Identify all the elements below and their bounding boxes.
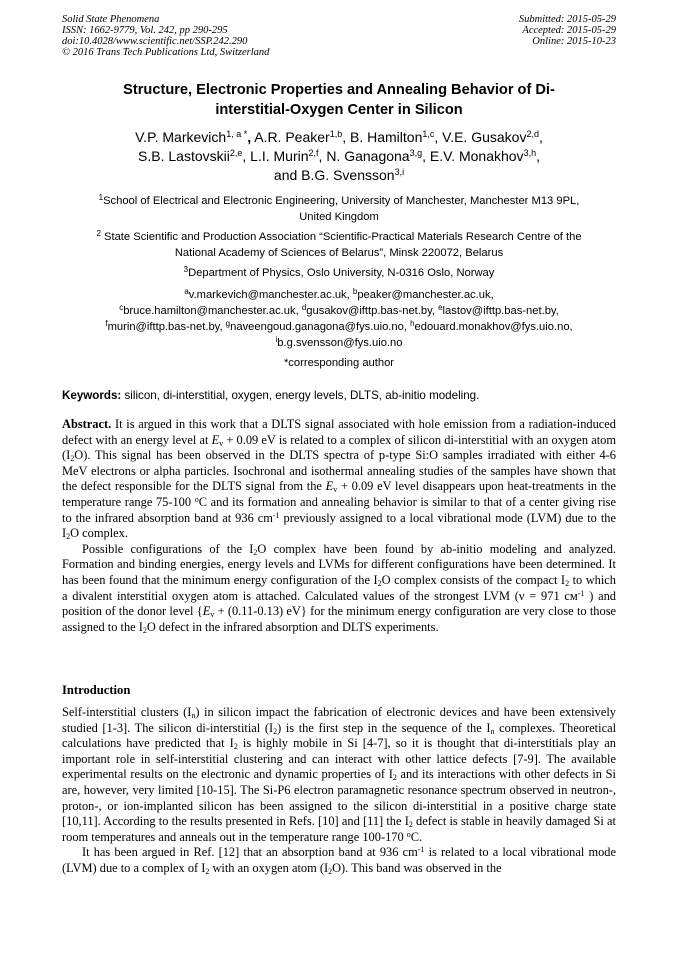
- email-link[interactable]: b.g.svensson@fys.uio.no: [277, 337, 403, 349]
- affiliation-number: 2: [96, 229, 101, 238]
- journal-info: [62, 14, 269, 58]
- author: L.I. Murin: [250, 148, 309, 164]
- text: ) in silicon impact the fabrication of electronic devices and have been extensively studied [1-3]. The silicon di-interstitial (I: [62, 705, 616, 735]
- email-link[interactable]: v.markevich@manchester.ac.uk,: [188, 289, 350, 301]
- affiliation-text: Department of Physics, Oslo University, N-0316 Oslo, Norway: [188, 267, 495, 279]
- keywords-label: Keywords:: [62, 389, 122, 402]
- text: ) and position of the donor level {: [62, 588, 616, 619]
- subscript: 2: [205, 866, 210, 876]
- text: ) is the first step in the sequence of the I: [277, 720, 491, 735]
- subscript: 2: [392, 773, 397, 783]
- paper-title: [62, 80, 616, 120]
- subscript: 2: [328, 866, 333, 876]
- email-link[interactable]: gusakov@ifttp.bas-net.by,: [306, 305, 435, 317]
- keywords: [62, 388, 616, 404]
- subscript: 2: [233, 742, 238, 752]
- author-sup: 1,b: [329, 129, 343, 139]
- email-sup: b: [352, 287, 358, 296]
- author-emails: [62, 287, 616, 371]
- subscript: 2: [565, 578, 570, 588]
- superscript: o: [406, 829, 411, 839]
- affiliation-text: United Kingdom: [299, 211, 379, 223]
- abstract-paragraph-1: [62, 417, 616, 542]
- affiliation-3: [62, 265, 616, 281]
- email-sup: c: [119, 303, 124, 312]
- author: V.E. Gusakov: [442, 129, 527, 145]
- email-link[interactable]: peaker@manchester.ac.uk,: [357, 289, 494, 301]
- issn: ISSN: 1662-9779, Vol. 242, pp 290-295: [62, 25, 228, 36]
- symbol: E: [211, 432, 220, 447]
- author: V.P. Markevich: [135, 129, 227, 145]
- subscript: n: [191, 711, 196, 720]
- title-line-1: Structure, Electronic Properties and Annealing Behavior of Di-: [123, 82, 555, 98]
- subscript: 2: [253, 547, 258, 557]
- text: + (0.11-0.13) eV} for the minimum energy configuration are very close to those assigned to the I: [62, 604, 617, 634]
- introduction-paragraph-1: [62, 705, 616, 845]
- publication-dates: [519, 14, 616, 47]
- text: and its interactions with other defects in Si are, however, very limited [10-15]. The Si-P6 electron paramagnetic resonance spectrum observed in neutron-, proton-, or ion-implanted silicon has been assigned to the silicon di-interstitial in a positive charge state [10,11]. According to the results presented in Refs. [10] and [11] the I: [62, 767, 616, 829]
- email-link[interactable]: lastov@ifttp.bas-net.by,: [442, 305, 559, 317]
- affiliation-text: National Academy of Sciences of Belarus”, Minsk 220072, Belarus: [174, 247, 504, 259]
- author: N. Ganagona: [326, 148, 410, 164]
- abstract-label: Abstract.: [62, 417, 112, 431]
- author-sup: 2,e: [229, 148, 243, 158]
- text: previously assigned to a local vibrational mode (LVM) due to the I: [62, 510, 616, 541]
- corresponding-author-note: *corresponding author: [283, 357, 395, 369]
- subscript: v: [210, 610, 215, 620]
- affiliation-text: State Scientific and Production Association “Scientific-Practical Materials Research Centre of the: [104, 231, 582, 243]
- subscript: 2: [142, 625, 147, 635]
- subscript: n: [490, 726, 495, 736]
- superscript: -1: [272, 510, 280, 520]
- text: O). This band was observed in the: [332, 860, 502, 875]
- email-sup: h: [410, 319, 415, 328]
- subscript: v: [219, 438, 224, 448]
- text: to which a divalent interstitial oxygen atom is attached. Calculated values of the strongest LVM (ν = 971 cм: [62, 572, 616, 603]
- title-line-2: interstitial-Oxygen Center in Silicon: [215, 102, 463, 118]
- author: S.B. Lastovskii: [138, 148, 230, 164]
- text: O defect in the infrared absorption and DLTS experiments.: [146, 619, 439, 634]
- text: O). This signal has been observed in the DLTS spectra of p-type Si:O samples irradiated with either 4-6 MeV electrons or alpha particles. Isochronal and isothermal annealing studies of the samples have shown that the defect responsible for the DLTS signal from the: [62, 448, 616, 494]
- keywords-text: silicon, di-interstitial, oxygen, energy levels, DLTS, ab-initio modeling.: [121, 389, 480, 402]
- text: C.: [410, 829, 423, 844]
- doi: doi:10.4028/www.scientific.net/SSP.242.290: [62, 36, 248, 47]
- text: + 0.09 eV is related to a complex of silicon di-interstitial with an oxygen atom (I: [62, 432, 616, 463]
- affiliation-number: 1: [98, 193, 104, 202]
- subscript: 2: [273, 726, 278, 736]
- email-link[interactable]: murin@ifttp.bas-net.by,: [107, 321, 223, 333]
- submitted-date: Submitted: 2015-05-29: [518, 14, 616, 25]
- email-sup: a: [184, 287, 189, 296]
- copyright: © 2016 Trans Tech Publications Ltd, Switzerland: [62, 47, 270, 58]
- text: It has been argued in Ref. [12] that an absorption band at 936 cm: [82, 845, 418, 860]
- author: B. Hamilton: [350, 129, 423, 145]
- symbol: E: [325, 479, 334, 494]
- abstract: [62, 417, 616, 635]
- text: O complex have been found by ab-initio modeling and analyzed. Formation and binding energies, energy levels and LVMs for different configurations have been determined. It has been found that the minimum energy configuration of the I: [62, 541, 616, 587]
- affiliation-text: School of Electrical and Electronic Engineering, University of Manchester, Manchester M13 9PL,: [103, 195, 580, 207]
- text: It is argued in this work that a DLTS signal associated with hole emission from a radiation-induced defect with an energy level at: [62, 417, 616, 447]
- text: O complex.: [70, 526, 128, 541]
- text: is related to a local vibrational mode (LVM) due to a complex of I: [62, 845, 616, 875]
- text: defect is stable in heavily damaged Si at room temperatures and anneals out in the temperature range 100-170: [62, 814, 616, 844]
- subscript: 2: [66, 532, 71, 542]
- author-sup: 2,f: [308, 148, 319, 158]
- introduction: [62, 705, 616, 877]
- email-sup: f: [105, 319, 108, 328]
- text: is highly mobile in Si [4-7], so it is thought that di-interstitials play an important role in self-interstitial clustering and can interact with other lattice defects [7-9]. The available experimental results on the electronic and dynamic properties of I: [62, 736, 616, 782]
- subscript: v: [333, 485, 338, 495]
- journal-name: Solid State Phenomena: [62, 14, 160, 25]
- abstract-paragraph-2: [62, 542, 616, 636]
- text: Possible configurations of the I: [82, 541, 254, 556]
- text: complexes. Theoretical calculations have predicted that I: [62, 720, 617, 751]
- superscript: -1: [577, 588, 585, 598]
- affiliation-number: 3: [183, 265, 189, 274]
- email-sup: i: [275, 335, 278, 344]
- text: C and its formation and annealing behavior is similar to that of a center giving rise to the infrared absorption band at 936 cm: [62, 494, 616, 525]
- author-sup: 1,c: [422, 129, 435, 139]
- author-sup: 1, a *: [226, 129, 248, 139]
- author: and B.G. Svensson: [273, 167, 395, 183]
- introduction-paragraph-2: [62, 845, 616, 876]
- author: E.V. Monakhov: [429, 148, 524, 164]
- subscript: 2: [70, 454, 75, 464]
- author-sup: 3,i: [394, 167, 405, 177]
- email-link[interactable]: bruce.hamilton@manchester.ac.uk,: [123, 305, 299, 317]
- email-link[interactable]: edouard.monakhov@fys.uio.no,: [414, 321, 573, 333]
- online-date: Online: 2015-10-23: [532, 36, 616, 47]
- email-sup: g: [225, 319, 231, 328]
- author-sup: 3,h: [523, 148, 537, 158]
- symbol: E: [202, 604, 211, 619]
- email-sup: d: [301, 303, 307, 312]
- subscript: 2: [377, 578, 382, 588]
- superscript: o: [194, 494, 199, 504]
- affiliation-1: [62, 193, 616, 225]
- subscript: 2: [408, 820, 413, 830]
- text: Self-interstitial clusters (I: [62, 705, 192, 719]
- author-list: V.P. Markevich$^{1, a *}$, A.R. Peaker$^{1,b}$, B. Hamilton$^{1,c}$, V.E. Gusakov$^{2,d}$, S.B. Lastovskii$^{2,e}$, L.I. Murin$^{2,f}$, N. Ganagona$^{3,g}$, E.V. Monakhov$^{3,h}$, and B.G. Svensson$^{3,i}$: [135, 129, 543, 183]
- text: + 0.09 eV level disappears upon heat-treatments in the temperature range 75-100: [62, 479, 616, 509]
- text: with an oxygen atom (I: [209, 860, 329, 875]
- accepted-date: Accepted: 2015-05-29: [522, 25, 616, 36]
- email-sup: e: [438, 303, 443, 312]
- author-sup: 3,g: [409, 148, 423, 158]
- text: O complex consists of the compact I: [381, 572, 566, 587]
- author-sup: 2,d: [526, 129, 539, 139]
- affiliation-2: [62, 229, 616, 261]
- section-heading-introduction: Introduction: [62, 683, 131, 697]
- superscript: -1: [417, 845, 425, 855]
- author: A.R. Peaker: [254, 129, 330, 145]
- email-link[interactable]: naveengoud.ganagona@fys.uio.no,: [230, 321, 407, 333]
